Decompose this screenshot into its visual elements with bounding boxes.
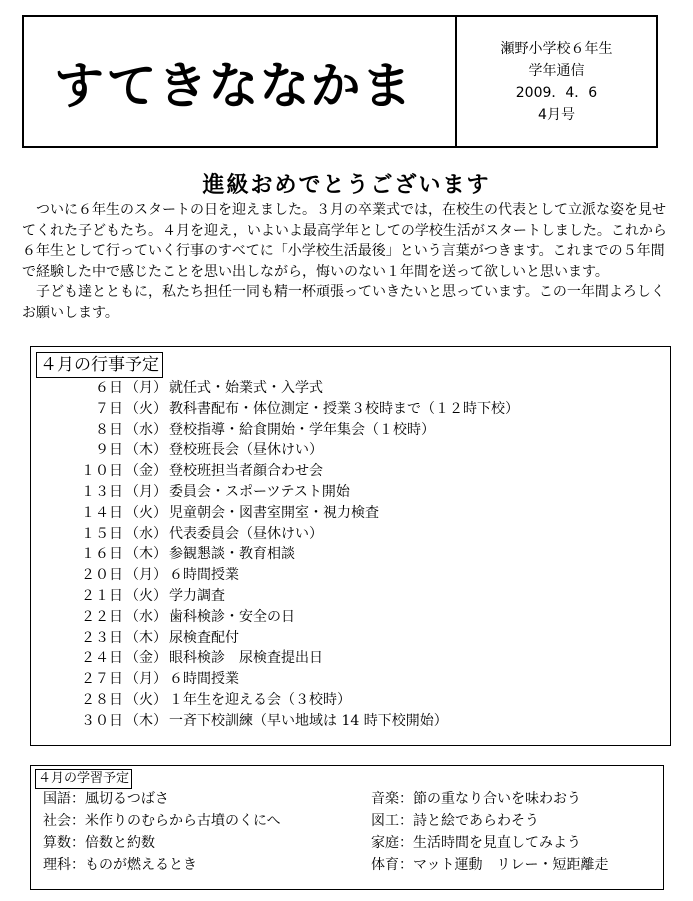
event-day: ２１日 <box>81 587 123 604</box>
study-item: 図工：詩と絵であらわそう <box>371 813 539 829</box>
event-dow: （火） <box>125 400 167 417</box>
greeting-heading: 進級おめでとうございます <box>202 173 491 198</box>
study-item: 家庭：生活時間を見直してみよう <box>371 835 581 851</box>
event-day: ２８日 <box>81 691 123 708</box>
event-text: ６時間授業 <box>169 671 239 688</box>
event-dow: （金） <box>125 650 167 667</box>
event-row <box>65 690 519 711</box>
event-text: 学力調査 <box>169 587 225 604</box>
event-dow: （水） <box>125 608 167 625</box>
event-day: ６日 <box>95 380 123 396</box>
event-day: ９日 <box>95 442 123 459</box>
event-row <box>65 461 519 482</box>
study-item: 音楽：節の重なり合いを味わおう <box>371 791 581 807</box>
events-box <box>30 346 671 746</box>
event-text: 登校班長会（昼休けい） <box>169 442 323 459</box>
event-row <box>65 482 519 503</box>
event-day: ２３日 <box>81 629 123 646</box>
study-box <box>30 765 664 890</box>
study-column-right <box>371 788 608 876</box>
event-row <box>65 565 519 586</box>
event-text: 代表委員会（昼休けい） <box>169 525 323 542</box>
header-info <box>457 17 656 146</box>
event-day: ２７日 <box>81 671 123 688</box>
event-day: １５日 <box>81 525 123 542</box>
study-column-left <box>43 788 280 876</box>
event-text: 登校班担当者顔合わせ会 <box>169 463 323 480</box>
event-text: ６時間授業 <box>169 567 239 584</box>
study-item: 社会：米作りのむらから古墳のくにへ <box>43 813 281 829</box>
event-dow: （木） <box>125 546 167 563</box>
newsletter-header <box>22 15 658 148</box>
event-day: ２４日 <box>81 650 123 667</box>
event-dow: （火） <box>125 691 167 708</box>
study-item: 体育：マット運動 リレー・短距離走 <box>371 857 609 873</box>
event-dow: （火） <box>125 504 167 521</box>
event-row <box>65 440 519 461</box>
study-item: 算数：倍数と約数 <box>43 835 155 851</box>
event-day: １６日 <box>81 546 123 563</box>
event-text: 登校指導・給食開始・学年集会（１校時） <box>169 421 435 438</box>
event-text: 教科書配布・体位測定・授業３校時まで（１２時下校） <box>169 400 519 417</box>
event-row <box>65 544 519 565</box>
event-row <box>65 586 519 607</box>
event-text: 歯科検診・安全の日 <box>169 608 295 625</box>
event-row <box>65 607 519 628</box>
event-day: ３０日 <box>81 712 123 729</box>
event-text: 参観懇談・教育相談 <box>169 546 295 563</box>
event-text: 一斉下校訓練（早い地域は 14 時下校開始） <box>169 712 448 729</box>
intro-paragraph-1: ついに６年生のスタートの日を迎えました。３月の卒業式では，在校生の代表として立派な姿を見せてくれた子どもたち。４月を迎え，いよいよ最高学年としての学校生活がスタートしました。これから６年生として行っていく行事のすべてに「小学校生活最後」という言葉がつきます。これまでの５年間で経験した中で感じたことを思い出しながら，悔いのない１年間を送って欲しいと思います。 <box>22 202 667 280</box>
event-row <box>65 378 519 399</box>
event-row <box>65 399 519 420</box>
event-day: ８日 <box>95 421 123 438</box>
event-text: 尿検査配付 <box>169 629 239 646</box>
event-row <box>65 524 519 545</box>
event-text: 就任式・始業式・入学式 <box>169 380 323 396</box>
event-day: ２０日 <box>81 567 123 584</box>
event-dow: （月） <box>125 567 167 584</box>
event-dow: （水） <box>125 525 167 542</box>
event-row <box>65 420 519 441</box>
study-title: ４月の学習予定 <box>35 769 132 789</box>
issue-date: 2009．4．6 <box>515 84 598 101</box>
event-dow: （月） <box>125 380 167 396</box>
event-row <box>65 648 519 669</box>
newsletter-type: 学年通信 <box>528 62 585 79</box>
event-day: １３日 <box>81 483 123 500</box>
event-row <box>65 669 519 690</box>
event-day: ２２日 <box>81 608 123 625</box>
event-day: １４日 <box>81 504 123 521</box>
event-text: １年生を迎える会（３校時） <box>169 691 351 708</box>
events-title: ４月の行事予定 <box>36 352 163 378</box>
event-dow: （月） <box>125 671 167 688</box>
event-dow: （金） <box>125 463 167 480</box>
event-dow: （水） <box>125 421 167 438</box>
event-dow: （火） <box>125 587 167 604</box>
event-dow: （木） <box>125 442 167 459</box>
school-name: 瀬野小学校６年生 <box>500 40 613 57</box>
study-item: 国語：風切るつばさ <box>43 791 169 807</box>
events-list <box>65 378 519 732</box>
intro-paragraph-2: 子ども達とともに，私たち担任一同も精一杯頑張っていきたいと思っています。この一年間よろしくお願いします。 <box>22 284 665 321</box>
event-day: １０日 <box>81 463 123 480</box>
event-text: 児童朝会・図書室開室・視力検査 <box>169 504 379 521</box>
newsletter-title: すてきななかま <box>24 17 457 146</box>
event-row <box>65 711 519 732</box>
event-text: 眼科検診 尿検査提出日 <box>169 650 323 667</box>
event-dow: （月） <box>125 483 167 500</box>
issue-number: 4月号 <box>538 106 575 123</box>
event-row <box>65 628 519 649</box>
intro-text <box>22 200 672 323</box>
study-item: 理科：ものが燃えるとき <box>43 857 197 873</box>
event-text: 委員会・スポーツテスト開始 <box>169 483 350 500</box>
event-row <box>65 503 519 524</box>
event-dow: （木） <box>125 629 167 646</box>
event-day: ７日 <box>95 400 123 417</box>
event-dow: （木） <box>125 712 167 729</box>
